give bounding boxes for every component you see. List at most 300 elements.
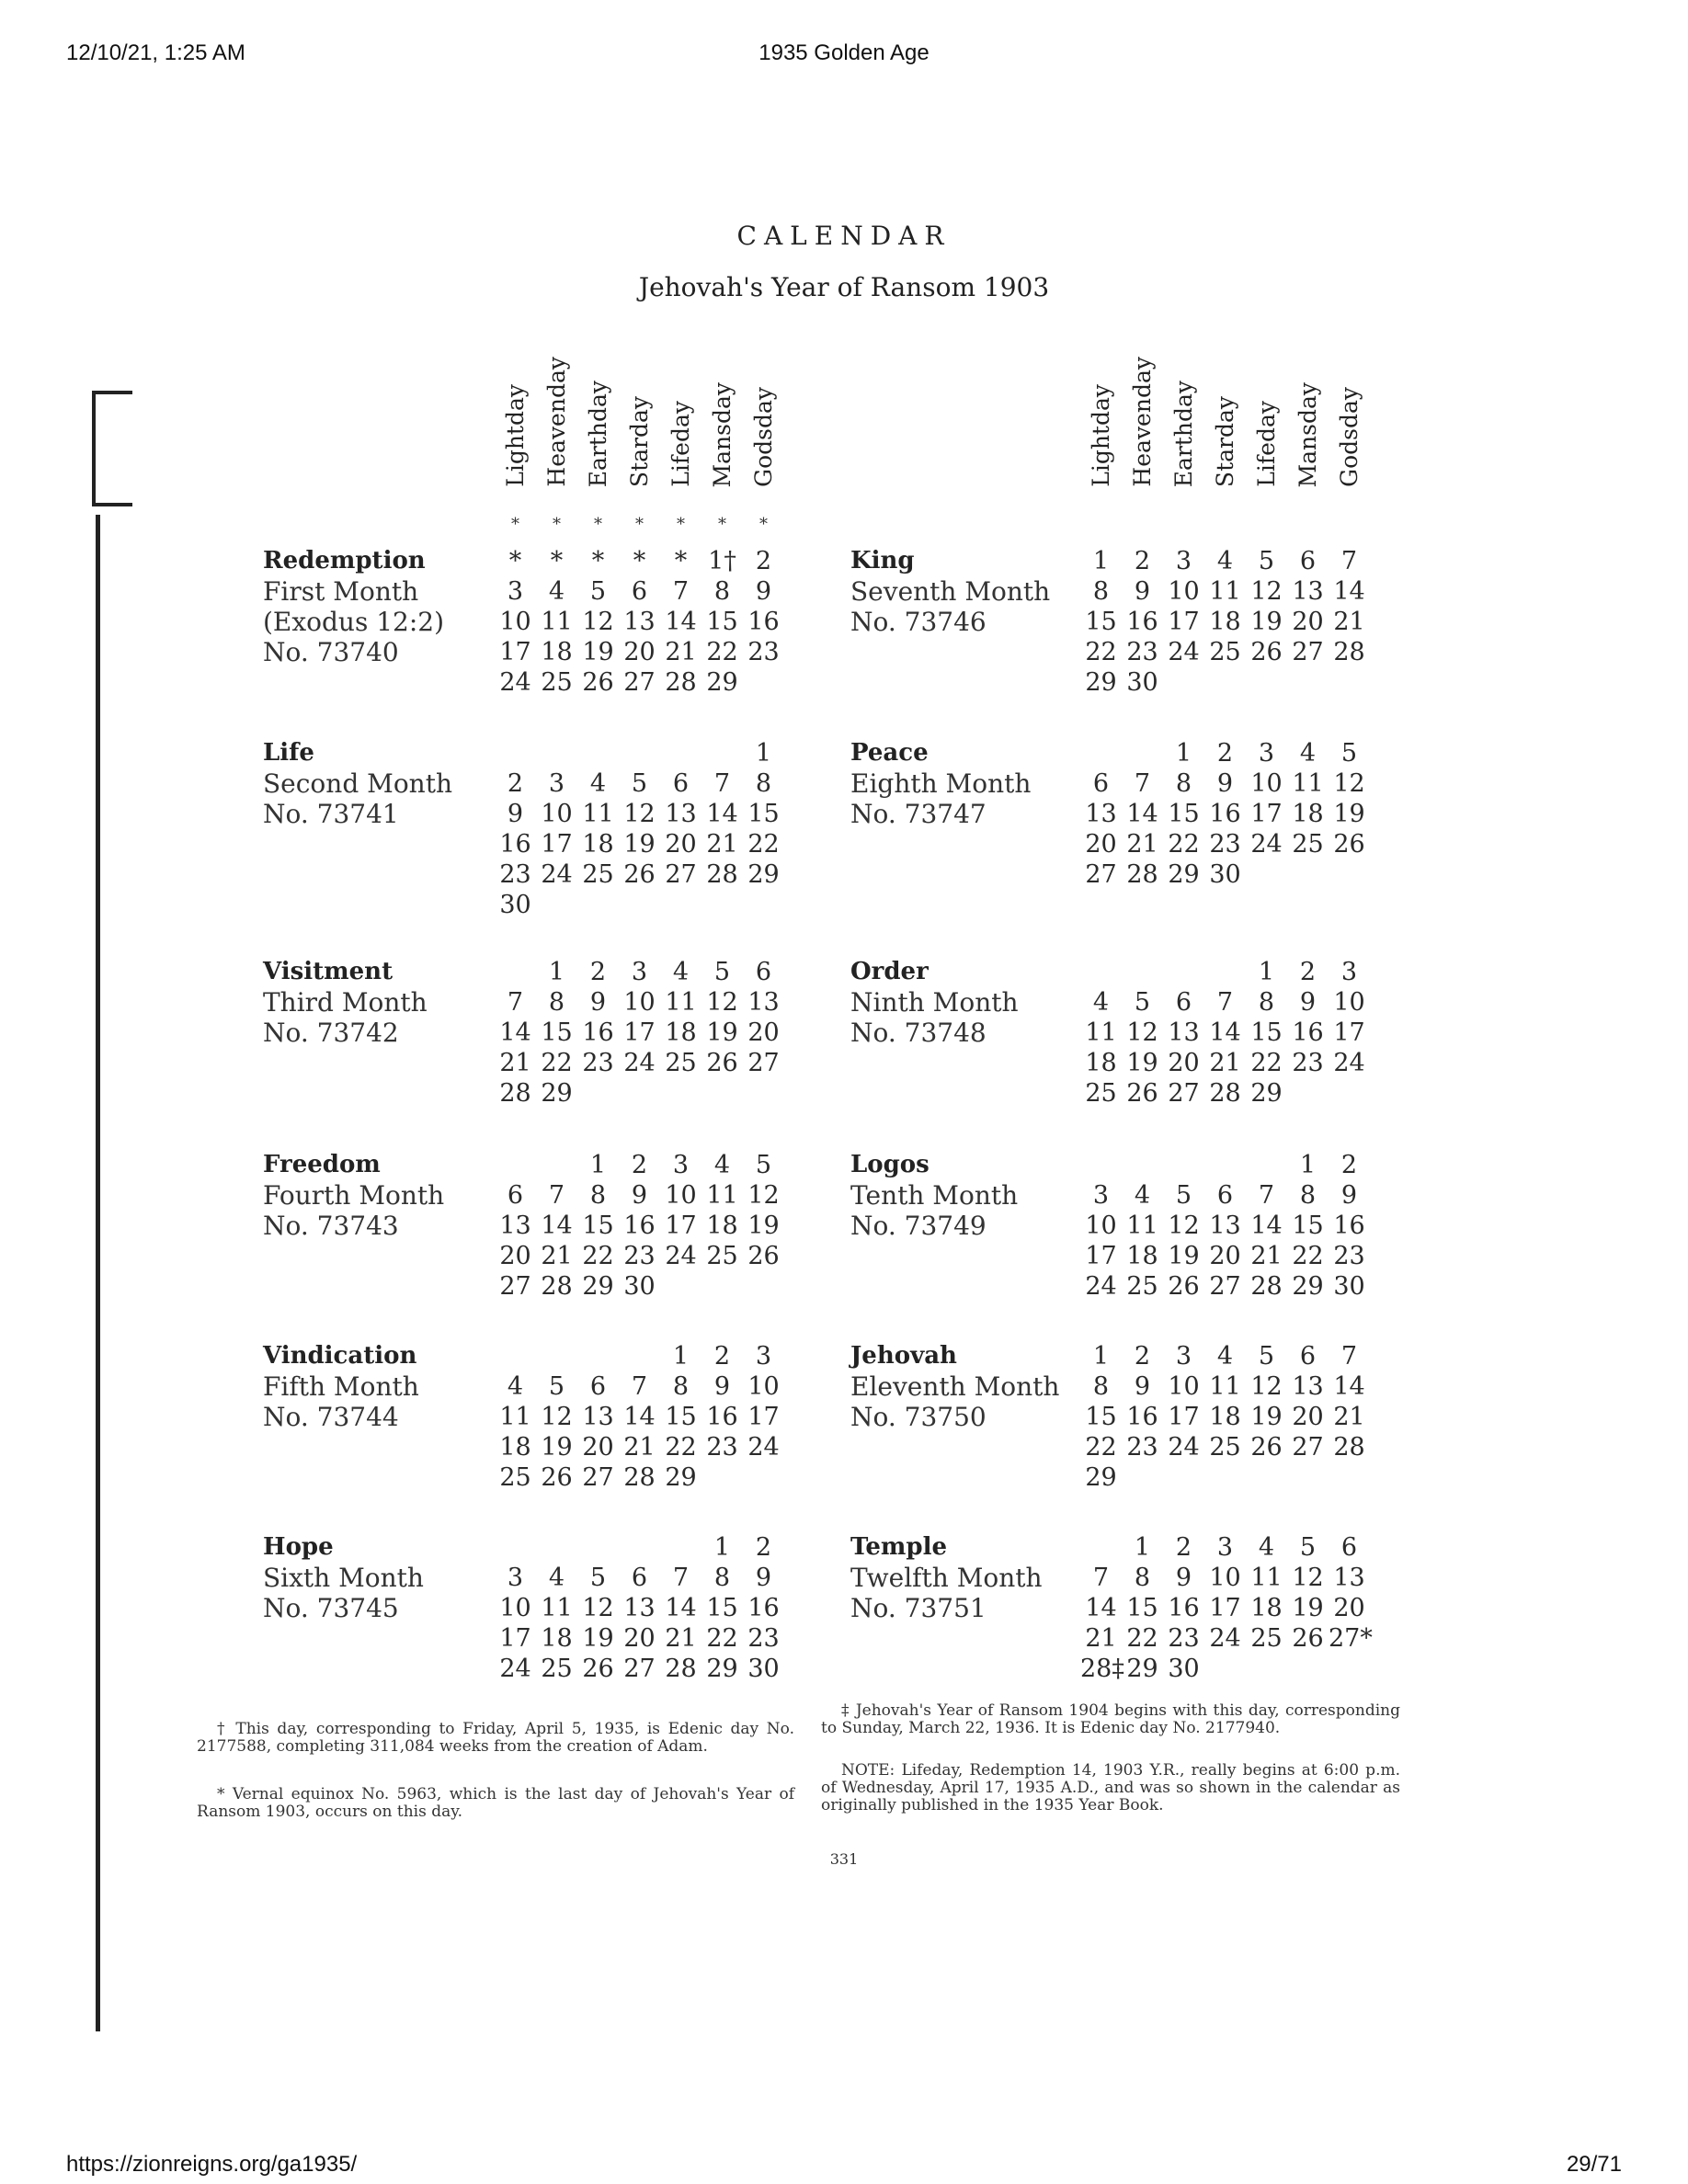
day-cell: 1 <box>755 739 772 768</box>
day-cell <box>660 1532 701 1563</box>
day-cell: 18 <box>1209 608 1241 636</box>
day-cell <box>495 738 536 768</box>
day-cell: 1 <box>1092 1342 1110 1371</box>
equinox-star: * <box>718 515 726 534</box>
day-cell: 8 <box>713 577 731 606</box>
day-cell: 28 <box>1250 1272 1283 1301</box>
day-cell <box>1122 957 1163 987</box>
day-cell: 8 <box>548 988 565 1017</box>
day-cell: 3 <box>1175 1342 1192 1371</box>
day-cell: 4 <box>713 1151 731 1179</box>
day-cell: 28 <box>1333 1433 1365 1462</box>
day-header-left <box>495 331 784 487</box>
day-cell: 2 <box>507 769 524 798</box>
month-label-block <box>850 957 1019 1048</box>
day-cell: 1 <box>713 1533 731 1562</box>
day-cell: 19 <box>1168 1242 1200 1270</box>
day-cell: 19 <box>1250 1403 1283 1431</box>
day-cell: 19 <box>623 830 656 859</box>
day-cell: 26 <box>1168 1272 1200 1301</box>
day-name-godsday <box>1329 331 1370 487</box>
month-name: Visitment <box>263 958 393 985</box>
day-cell: 14 <box>1085 1594 1117 1622</box>
day-cell: 25 <box>541 668 573 697</box>
month-label-block <box>850 1532 1043 1623</box>
day-cell: 22 <box>1085 638 1117 666</box>
day-cell: 22 <box>665 1433 697 1462</box>
day-cell: 23 <box>1333 1242 1365 1270</box>
day-cell: 16 <box>1168 1594 1200 1622</box>
day-name-label: Starday <box>626 395 653 487</box>
day-name-earthday <box>1163 331 1204 487</box>
day-cell: 17 <box>665 1211 697 1240</box>
day-cell: 18 <box>582 830 614 859</box>
day-cell: 30 <box>1333 1272 1365 1301</box>
month-detail-line: No. 73748 <box>850 1018 987 1048</box>
day-name-earthday <box>577 331 619 487</box>
day-cell: 28 <box>541 1272 573 1301</box>
day-cell: 14 <box>1250 1211 1283 1240</box>
day-cell: 11 <box>1250 1564 1283 1592</box>
day-name-label: Earthday <box>1170 380 1197 487</box>
day-cell: 1 <box>1299 1151 1317 1179</box>
day-cell: 13 <box>623 1594 656 1622</box>
day-cell: 28 <box>665 668 697 697</box>
day-cell: 7 <box>672 577 690 606</box>
day-cell: 6 <box>1092 769 1110 798</box>
day-cell: 21 <box>541 1242 573 1270</box>
month-detail-line: Ninth Month <box>850 987 1019 1018</box>
day-cell: 5 <box>1175 1181 1192 1210</box>
day-cell: 13 <box>1085 800 1117 828</box>
day-cell: 11 <box>1292 769 1324 798</box>
day-cell: 25 <box>706 1242 738 1270</box>
day-name-lightday <box>1080 331 1122 487</box>
day-cell: 17 <box>747 1403 780 1431</box>
day-cell: 14 <box>541 1211 573 1240</box>
day-cell: 24 <box>747 1433 780 1462</box>
day-cell: 30 <box>1168 1655 1200 1683</box>
day-cell: 17 <box>1209 1594 1241 1622</box>
day-cell: 26 <box>1250 1433 1283 1462</box>
day-cell: 14 <box>1333 1372 1365 1401</box>
day-cell: 20 <box>747 1018 780 1047</box>
day-cell: 7 <box>548 1181 565 1210</box>
day-cell: 15 <box>582 1211 614 1240</box>
day-cell: 29 <box>1085 668 1117 697</box>
day-cell: 3 <box>631 958 648 986</box>
day-cell: 27 <box>1168 1079 1200 1108</box>
day-name-label: Starday <box>1212 395 1238 487</box>
day-cell: 23 <box>623 1242 656 1270</box>
day-cell: 9 <box>713 1372 731 1401</box>
day-cell: 24 <box>623 1049 656 1077</box>
day-cell: 1 <box>672 1342 690 1371</box>
day-cell: 7 <box>713 769 731 798</box>
day-cell: 27 <box>1292 638 1324 666</box>
month-label-block <box>850 1150 1018 1241</box>
day-cell: 4 <box>1258 1533 1275 1562</box>
month-label-block <box>850 1341 1059 1432</box>
day-cell: 22 <box>706 638 738 666</box>
day-cell <box>619 738 660 768</box>
month-name: King <box>850 547 915 574</box>
day-cell: 15 <box>747 800 780 828</box>
day-cell: 9 <box>1299 988 1317 1017</box>
month-day-grid <box>495 1150 784 1302</box>
day-cell: 21 <box>1250 1242 1283 1270</box>
day-name-starday <box>1204 331 1246 487</box>
day-cell: 21 <box>1209 1049 1241 1077</box>
day-cell <box>1080 957 1122 987</box>
equinox-star: * <box>677 515 685 534</box>
day-cell: 24 <box>1209 1624 1241 1653</box>
day-cell: 5 <box>631 769 648 798</box>
day-cell: 26 <box>582 1655 614 1683</box>
day-cell: 17 <box>499 1624 531 1653</box>
day-name-label: Lightday <box>1088 384 1114 487</box>
day-cell: 12 <box>541 1403 573 1431</box>
day-cell: 19 <box>1333 800 1365 828</box>
day-cell <box>495 1341 536 1371</box>
month-detail-line: No. 73751 <box>850 1593 987 1623</box>
day-cell: 20 <box>1292 608 1324 636</box>
month-detail-line: No. 73747 <box>850 799 987 829</box>
day-cell: 5 <box>755 1151 772 1179</box>
day-cell: 25 <box>1085 1079 1117 1108</box>
day-cell: 5 <box>1258 1342 1275 1371</box>
day-name-lightday <box>495 331 536 487</box>
day-cell: 22 <box>541 1049 573 1077</box>
equinox-star: * <box>553 515 561 534</box>
day-cell: 10 <box>499 608 531 636</box>
day-cell: 17 <box>623 1018 656 1047</box>
day-cell: 26 <box>623 860 656 889</box>
day-cell: 5 <box>1299 1533 1317 1562</box>
month-name: Redemption <box>263 547 426 574</box>
print-datetime: 12/10/21, 1:25 AM <box>66 40 245 65</box>
print-url: https://zionreigns.org/ga1935/ <box>66 2152 358 2177</box>
day-cell: 6 <box>1299 547 1317 575</box>
month-label-block <box>263 546 444 667</box>
day-cell <box>577 738 619 768</box>
day-cell: 10 <box>623 988 656 1017</box>
month-name: Freedom <box>263 1151 381 1178</box>
month-detail-line: Eighth Month <box>850 768 1032 799</box>
scan-margin-rule <box>96 515 100 2031</box>
day-cell: 1 <box>1092 547 1110 575</box>
day-cell: 24 <box>1168 638 1200 666</box>
month-day-grid <box>495 1532 784 1684</box>
day-cell: 27 <box>1209 1272 1241 1301</box>
day-name-lifeday <box>1246 331 1287 487</box>
month-name: Jehovah <box>850 1342 957 1370</box>
day-cell: 19 <box>1250 608 1283 636</box>
day-cell: 3 <box>1175 547 1192 575</box>
day-cell: 16 <box>1126 608 1158 636</box>
day-cell <box>1246 1150 1287 1180</box>
day-cell: 14 <box>665 608 697 636</box>
day-cell: 24 <box>1168 1433 1200 1462</box>
day-cell: 25 <box>665 1049 697 1077</box>
day-cell: 21 <box>665 1624 697 1653</box>
day-cell: 6 <box>755 958 772 986</box>
day-cell: 12 <box>706 988 738 1017</box>
day-cell: 9 <box>589 988 607 1017</box>
day-cell: 15 <box>1168 800 1200 828</box>
day-cell: 2 <box>755 547 772 575</box>
day-cell: 6 <box>672 769 690 798</box>
day-cell: 22 <box>747 830 780 859</box>
day-cell: 6 <box>1216 1181 1234 1210</box>
month-detail-line: Tenth Month <box>850 1180 1019 1211</box>
day-cell: 19 <box>541 1433 573 1462</box>
day-cell: 29 <box>706 668 738 697</box>
day-cell: 28 <box>499 1079 531 1108</box>
day-cell <box>495 1532 536 1563</box>
day-cell: 18 <box>541 638 573 666</box>
day-name-label: Mansday <box>1295 381 1321 487</box>
day-cell: 23 <box>1126 1433 1158 1462</box>
day-name-mansday <box>1287 331 1329 487</box>
day-cell: 11 <box>706 1181 738 1210</box>
day-cell <box>495 1150 536 1180</box>
day-cell: 30 <box>499 891 531 919</box>
day-cell: 21 <box>1333 1403 1365 1431</box>
day-cell: 13 <box>1292 577 1324 606</box>
day-cell: 5 <box>589 577 607 606</box>
day-cell: 5 <box>548 1372 565 1401</box>
day-cell: 3 <box>1258 739 1275 768</box>
day-cell: 28 <box>623 1463 656 1492</box>
day-cell: 14 <box>1333 577 1365 606</box>
day-cell: 27 <box>499 1272 531 1301</box>
day-cell: 1 <box>1134 1533 1151 1562</box>
day-cell: 6 <box>589 1372 607 1401</box>
day-cell <box>1163 1150 1204 1180</box>
day-cell: * <box>508 547 522 575</box>
day-cell: 15 <box>706 608 738 636</box>
day-cell: 6 <box>1175 988 1192 1017</box>
day-cell: 15 <box>706 1594 738 1622</box>
month-detail-line: Fifth Month <box>263 1371 419 1402</box>
month-detail-line: No. 73745 <box>263 1593 399 1623</box>
day-cell: 28 <box>665 1655 697 1683</box>
day-name-label: Earthday <box>585 380 611 487</box>
day-cell: 21 <box>1085 1624 1117 1653</box>
day-cell: 14 <box>706 800 738 828</box>
day-cell: 2 <box>713 1342 731 1371</box>
month-day-grid <box>495 1341 784 1493</box>
day-name-godsday <box>743 331 784 487</box>
day-cell: 10 <box>1333 988 1365 1017</box>
day-cell: 3 <box>1092 1181 1110 1210</box>
day-cell: 19 <box>1292 1594 1324 1622</box>
day-cell: 26 <box>1333 830 1365 859</box>
day-cell: 11 <box>665 988 697 1017</box>
equinox-star: * <box>511 515 519 534</box>
day-cell: 16 <box>1126 1403 1158 1431</box>
day-cell: 7 <box>672 1564 690 1592</box>
day-cell: * <box>674 547 688 575</box>
day-cell: 10 <box>541 800 573 828</box>
day-cell: 17 <box>1168 1403 1200 1431</box>
day-cell: 10 <box>1209 1564 1241 1592</box>
day-cell: 20 <box>1085 830 1117 859</box>
month-detail-line: No. 73744 <box>263 1402 399 1432</box>
month-day-grid <box>1080 1532 1373 1684</box>
day-cell: 4 <box>548 1564 565 1592</box>
day-name-heavenday <box>536 331 577 487</box>
day-cell: 3 <box>507 1564 524 1592</box>
day-cell: 13 <box>499 1211 531 1240</box>
month-detail-line: Third Month <box>263 987 428 1018</box>
day-cell: 30 <box>1209 860 1241 889</box>
day-cell: 28‡ <box>1080 1655 1124 1683</box>
day-cell: 9 <box>755 1564 772 1592</box>
day-cell: 12 <box>582 1594 614 1622</box>
day-cell: 28 <box>1209 1079 1241 1108</box>
day-cell: 13 <box>623 608 656 636</box>
day-cell: 18 <box>499 1433 531 1462</box>
month-day-grid <box>1080 1341 1370 1493</box>
print-page-counter: 29/71 <box>1566 2152 1622 2177</box>
day-cell: 7 <box>1134 769 1151 798</box>
day-cell <box>1204 1150 1246 1180</box>
day-cell: 24 <box>1085 1272 1117 1301</box>
day-cell <box>1163 957 1204 987</box>
day-cell: 24 <box>499 1655 531 1683</box>
month-detail-line: No. 73743 <box>263 1211 399 1241</box>
day-cell: 17 <box>1085 1242 1117 1270</box>
day-cell <box>1080 738 1122 768</box>
footnote-note: NOTE: Lifeday, Redemption 14, 1903 Y.R., really begins at 6:00 p.m. of Wednesday, April 17, 1935 A.D., and was so shown in the calendar as originally published in the 1935 Year Book. <box>821 1761 1400 1814</box>
day-cell: 22 <box>1292 1242 1324 1270</box>
day-cell: 7 <box>1258 1181 1275 1210</box>
day-cell: 11 <box>1209 577 1241 606</box>
month-detail-line: Twelfth Month <box>850 1563 1043 1593</box>
day-cell: 26 <box>1250 638 1283 666</box>
day-cell: 15 <box>1085 1403 1117 1431</box>
day-cell: 9 <box>1134 577 1151 606</box>
day-cell <box>577 1532 619 1563</box>
day-cell: 15 <box>1126 1594 1158 1622</box>
day-cell: 17 <box>1333 1018 1365 1047</box>
day-cell: 20 <box>1333 1594 1365 1622</box>
calendar-title: CALENDAR <box>736 221 952 251</box>
day-cell: 5 <box>589 1564 607 1592</box>
day-cell <box>495 957 536 987</box>
calendar-subtitle: Jehovah's Year of Ransom 1903 <box>638 272 1050 302</box>
day-cell: 13 <box>1292 1372 1324 1401</box>
day-cell: 13 <box>1168 1018 1200 1047</box>
day-cell: 16 <box>1333 1211 1365 1240</box>
equinox-star-row <box>495 515 784 534</box>
day-cell: 21 <box>665 638 697 666</box>
day-cell <box>660 738 701 768</box>
day-name-label: Lifeday <box>667 401 694 487</box>
day-cell: 20 <box>623 638 656 666</box>
day-cell: 4 <box>1092 988 1110 1017</box>
equinox-star: * <box>594 515 602 534</box>
month-label-block <box>850 546 1050 637</box>
day-cell: 20 <box>1168 1049 1200 1077</box>
month-detail-line: No. 73749 <box>850 1211 987 1241</box>
day-cell: 16 <box>1209 800 1241 828</box>
day-cell: 2 <box>1134 1342 1151 1371</box>
month-name: Temple <box>850 1533 948 1561</box>
day-cell: 25 <box>499 1463 531 1492</box>
day-cell: 27* <box>1329 1624 1373 1653</box>
day-cell: 13 <box>1333 1564 1365 1592</box>
day-cell: 27 <box>747 1049 780 1077</box>
day-cell: 27 <box>1085 860 1117 889</box>
day-cell: 1† <box>708 547 736 575</box>
day-cell: 23 <box>582 1049 614 1077</box>
day-cell: 20 <box>623 1624 656 1653</box>
day-cell: 5 <box>713 958 731 986</box>
month-day-grid <box>1080 957 1370 1109</box>
day-cell: 12 <box>623 800 656 828</box>
day-cell: 23 <box>1126 638 1158 666</box>
day-cell: 29 <box>1126 1655 1158 1683</box>
day-cell: 22 <box>1126 1624 1158 1653</box>
day-cell: 10 <box>747 1372 780 1401</box>
day-cell: 11 <box>582 800 614 828</box>
day-cell: 25 <box>582 860 614 889</box>
day-cell: 18 <box>1292 800 1324 828</box>
equinox-star: * <box>759 515 768 534</box>
day-cell: 2 <box>755 1533 772 1562</box>
day-cell: 29 <box>706 1655 738 1683</box>
day-cell: 7 <box>1092 1564 1110 1592</box>
day-cell: 9 <box>1216 769 1234 798</box>
day-cell: 28 <box>1126 860 1158 889</box>
month-day-grid <box>1080 546 1370 698</box>
day-cell: 16 <box>623 1211 656 1240</box>
day-cell: 30 <box>1126 668 1158 697</box>
day-cell: 21 <box>1126 830 1158 859</box>
day-cell: 11 <box>1085 1018 1117 1047</box>
day-name-label: Heavenday <box>543 357 570 487</box>
day-cell: 29 <box>1250 1079 1283 1108</box>
day-cell: 10 <box>1168 1372 1200 1401</box>
day-cell: 3 <box>755 1342 772 1371</box>
day-cell: 20 <box>582 1433 614 1462</box>
day-cell: 15 <box>541 1018 573 1047</box>
day-cell: 13 <box>747 988 780 1017</box>
month-detail-line: Eleventh Month <box>850 1371 1060 1402</box>
day-cell: 26 <box>1126 1079 1158 1108</box>
day-cell: 23 <box>706 1433 738 1462</box>
day-cell: 3 <box>548 769 565 798</box>
day-cell: 26 <box>1292 1624 1324 1653</box>
day-cell: 6 <box>507 1181 524 1210</box>
month-name: Life <box>263 739 314 767</box>
day-cell <box>577 1341 619 1371</box>
day-cell: 16 <box>747 1594 780 1622</box>
day-cell: 15 <box>1250 1018 1283 1047</box>
day-cell: 23 <box>1168 1624 1200 1653</box>
day-cell: 17 <box>1250 800 1283 828</box>
month-detail-line: No. 73741 <box>263 799 399 829</box>
month-detail-line: Fourth Month <box>263 1180 445 1211</box>
day-cell: 2 <box>1340 1151 1358 1179</box>
day-name-label: Godsday <box>1336 387 1363 487</box>
day-cell: 22 <box>1168 830 1200 859</box>
day-cell: 20 <box>665 830 697 859</box>
day-cell: 4 <box>1216 547 1234 575</box>
